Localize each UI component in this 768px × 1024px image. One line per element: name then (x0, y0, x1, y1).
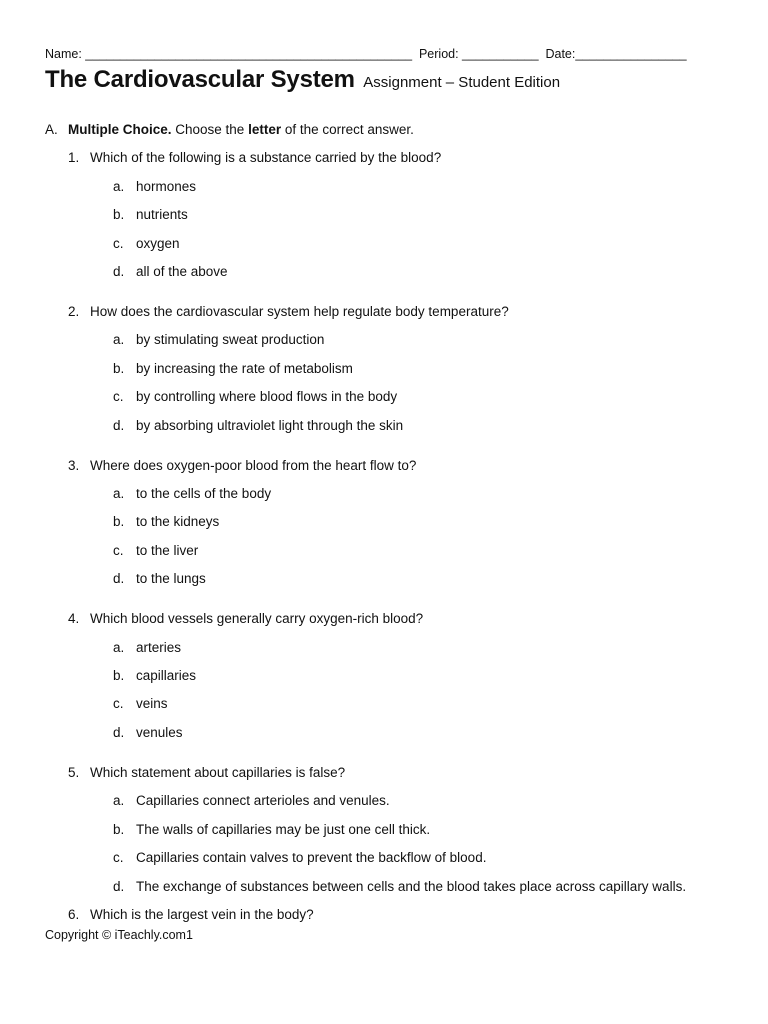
page-subtitle: Assignment – Student Edition (363, 74, 561, 91)
question-4-option-a (113, 640, 181, 655)
question-3-option-d (113, 571, 206, 586)
option-text: to the liver (136, 543, 199, 558)
question-text: Which is the largest vein in the body? (90, 907, 314, 922)
question-number: 1. (68, 150, 80, 165)
question-2 (68, 304, 509, 319)
section-title: Multiple Choice. (68, 122, 172, 137)
question-number: 3. (68, 458, 80, 473)
question-1-option-c (113, 236, 180, 251)
question-1-option-a (113, 179, 196, 194)
option-letter: b. (113, 822, 125, 837)
option-letter: c. (113, 696, 124, 711)
question-5-option-a (113, 793, 390, 808)
option-letter: a. (113, 332, 125, 347)
option-letter: a. (113, 793, 125, 808)
question-1-option-d (113, 264, 228, 279)
question-2-option-b (113, 361, 353, 376)
option-text: Capillaries contain valves to prevent the backflow of blood. (136, 850, 487, 865)
option-text: Capillaries connect arterioles and venules. (136, 793, 390, 808)
option-letter: c. (113, 850, 124, 865)
option-letter: a. (113, 640, 125, 655)
option-letter: b. (113, 361, 125, 376)
option-text: arteries (136, 640, 182, 655)
option-letter: d. (113, 571, 125, 586)
option-text: venules (136, 725, 183, 740)
question-text: Which blood vessels generally carry oxygen-rich blood? (90, 611, 424, 626)
option-text: The walls of capillaries may be just one cell thick. (136, 822, 431, 837)
section-a-heading (45, 122, 414, 137)
option-letter: b. (113, 207, 125, 222)
option-letter: c. (113, 236, 124, 251)
option-letter: d. (113, 879, 125, 894)
option-letter: a. (113, 486, 125, 501)
question-text: Where does oxygen-poor blood from the heart flow to? (90, 458, 417, 473)
page-title: The Cardiovascular System (45, 66, 355, 93)
question-3-option-b (113, 514, 219, 529)
question-5-option-c (113, 850, 486, 865)
question-3-option-a (113, 486, 271, 501)
question-3 (68, 458, 416, 473)
option-letter: a. (113, 179, 125, 194)
question-number: 5. (68, 765, 80, 780)
question-5 (68, 765, 345, 780)
option-letter: d. (113, 418, 125, 433)
question-5-option-b (113, 822, 430, 837)
question-6 (68, 907, 314, 922)
question-4-option-c (113, 696, 168, 711)
question-text: Which of the following is a substance carried by the blood? (90, 150, 442, 165)
option-text: by stimulating sweat production (136, 332, 325, 347)
section-letter: A. (45, 122, 58, 137)
copyright-footer: Copyright © iTeachly.com1 (45, 928, 193, 942)
option-text: veins (136, 696, 168, 711)
option-text: oxygen (136, 236, 180, 251)
option-text: to the kidneys (136, 514, 220, 529)
option-text: nutrients (136, 207, 188, 222)
option-text: to the lungs (136, 571, 206, 586)
question-2-option-a (113, 332, 324, 347)
option-letter: d. (113, 264, 125, 279)
question-2-option-c (113, 389, 397, 404)
option-letter: b. (113, 668, 125, 683)
question-1 (68, 150, 441, 165)
question-1-option-b (113, 207, 188, 222)
option-text: all of the above (136, 264, 228, 279)
section-instruction-emphasis: letter (248, 122, 282, 137)
question-number: 4. (68, 611, 80, 626)
option-letter: c. (113, 389, 124, 404)
title-row (45, 66, 560, 94)
question-text: Which statement about capillaries is false? (90, 765, 346, 780)
question-text: How does the cardiovascular system help regulate body temperature? (90, 304, 509, 319)
option-text: by absorbing ultraviolet light through the skin (136, 418, 404, 433)
section-instruction-part-2: of the correct answer. (281, 122, 414, 137)
question-4-option-b (113, 668, 196, 683)
question-5-option-d (113, 879, 686, 894)
question-4-option-d (113, 725, 183, 740)
option-letter: c. (113, 543, 124, 558)
option-text: to the cells of the body (136, 486, 272, 501)
question-number: 2. (68, 304, 80, 319)
option-letter: b. (113, 514, 125, 529)
option-text: capillaries (136, 668, 197, 683)
question-number: 6. (68, 907, 80, 922)
option-letter: d. (113, 725, 125, 740)
option-text: The exchange of substances between cells and the blood takes place across capillary walls. (136, 879, 687, 894)
option-text: by controlling where blood flows in the body (136, 389, 398, 404)
question-3-option-c (113, 543, 198, 558)
section-instruction-part-1: Choose the (171, 122, 249, 137)
question-4 (68, 611, 423, 626)
option-text: by increasing the rate of metabolism (136, 361, 353, 376)
option-text: hormones (136, 179, 197, 194)
question-2-option-d (113, 418, 403, 433)
student-info-line: Name: _______________________________________________ Period: ___________ Date:________________ (45, 47, 687, 61)
